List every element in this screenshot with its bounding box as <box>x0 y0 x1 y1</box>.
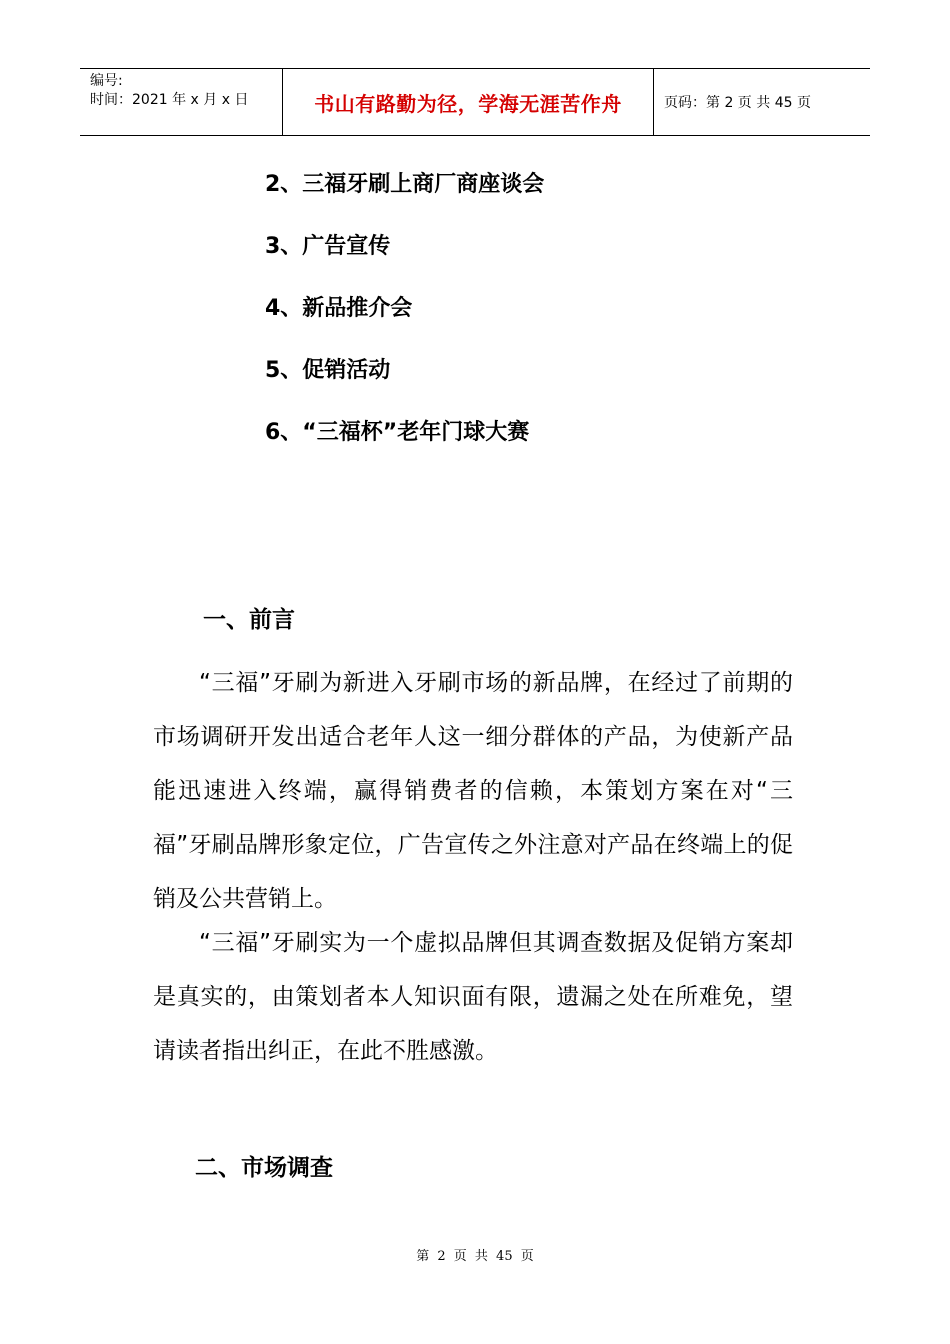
document-date: 时间：2021 年 x 月 x 日 <box>90 92 249 108</box>
list-item: 2、三福牙刷上商厂商座谈会 <box>265 172 545 197</box>
header-motto: 书山有路勤为径，学海无涯苦作舟 <box>282 69 654 135</box>
header-table <box>80 68 870 136</box>
paragraph: “三福”牙刷为新进入牙刷市场的新品牌，在经过了前期的市场调研开发出适合老年人这一细分群体的产品，为使新产品能迅速进入终端，赢得销费者的信赖，本策划方案在对“三福”牙刷品牌形象定位，广告宣传之外注意对产品在终端上的促销及公共营销上。 <box>153 670 793 912</box>
page-footer: 第 2 页 共 45 页 <box>416 1249 534 1264</box>
list-item: 6、“三福杯”老年门球大赛 <box>265 420 530 445</box>
list-item: 4、新品推介会 <box>265 296 413 321</box>
document-number-label: 编号: <box>90 73 123 89</box>
list-item: 3、广告宣传 <box>265 234 391 259</box>
header-page-info: 页码：第 2 页 共 45 页 <box>664 95 811 111</box>
section-title-market-research: 二、市场调查 <box>195 1155 333 1181</box>
list-item: 5、促销活动 <box>265 358 391 383</box>
header-meta <box>80 69 282 135</box>
paragraph: “三福”牙刷实为一个虚拟品牌但其调查数据及促销方案却是真实的，由策划者本人知识面有限，遗漏之处在所难免，望请读者指出纠正，在此不胜感激。 <box>153 930 793 1064</box>
section-title-preface: 一、前言 <box>203 607 295 633</box>
